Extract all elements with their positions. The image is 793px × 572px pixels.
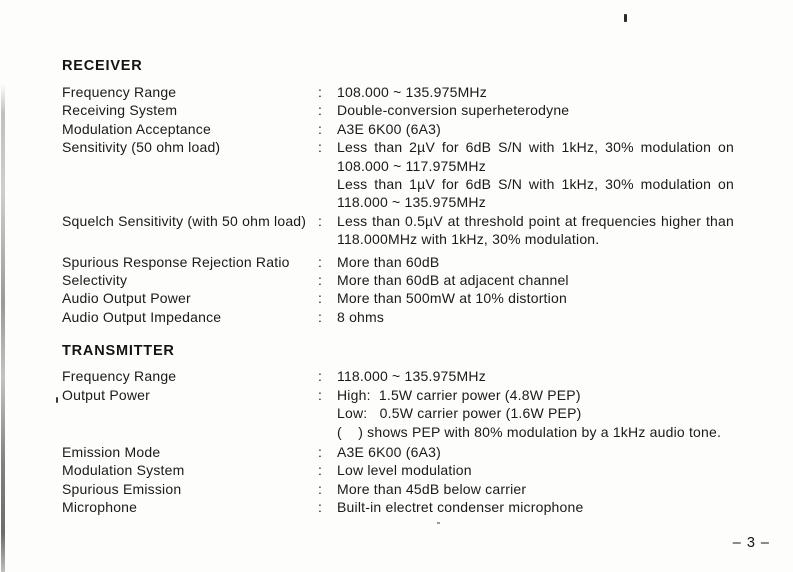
spec-label: Frequency Range (62, 368, 177, 385)
section-rows (62, 83, 734, 326)
spec-value-line: 118.000 ~ 135.975MHz (337, 368, 486, 385)
spec-label: Spurious Emission (62, 480, 182, 497)
spec-label: Audio Output Impedance (62, 308, 222, 325)
page-number: – 3 – (732, 535, 770, 551)
scan-speck (56, 397, 58, 403)
section-rows (62, 367, 734, 516)
spec-label: Sensitivity (50 ohm load) (62, 139, 221, 156)
colon-separator: : (318, 308, 323, 325)
spec-section (62, 342, 734, 516)
spec-row (62, 498, 734, 516)
spec-row (62, 308, 734, 326)
colon-separator: : (318, 102, 323, 119)
colon-separator: : (318, 272, 323, 289)
spec-value (337, 271, 734, 289)
spec-row (62, 461, 734, 479)
spec-label: Audio Output Power (62, 290, 191, 307)
spec-value (337, 138, 734, 212)
spec-label: Selectivity (62, 272, 128, 289)
spec-value (337, 83, 734, 101)
spec-label: Spurious Response Rejection Ratio (62, 253, 290, 270)
spec-label: Microphone (62, 499, 138, 516)
spec-value (337, 480, 734, 498)
spec-value-line: More than 60dB (337, 253, 440, 270)
spec-value-line: Double-conversion superheterodyne (337, 102, 570, 119)
spec-label: Modulation System (62, 462, 185, 479)
spec-row (62, 480, 734, 498)
spec-value (337, 120, 734, 138)
scan-speck (624, 14, 627, 22)
spec-sheet (62, 57, 734, 517)
spec-value-line: ( ) shows PEP with 80% modulation by a 1kHz audio tone. (337, 423, 722, 440)
spec-label: Emission Mode (62, 443, 161, 460)
colon-separator: : (318, 212, 323, 229)
colon-separator: : (318, 462, 323, 479)
spec-value-line: 108.000 ~ 117.975MHz (337, 157, 486, 174)
spec-value (337, 461, 734, 479)
spec-value-line: Low: 0.5W carrier power (1.6W PEP) (337, 405, 582, 422)
spec-row (62, 443, 734, 461)
colon-separator: : (318, 139, 323, 156)
spec-value-line: A3E 6K00 (6A3) (337, 120, 441, 137)
colon-separator: : (318, 443, 323, 460)
colon-separator: : (318, 120, 323, 137)
spec-value-line: 118.000 ~ 135.975MHz (337, 194, 486, 211)
section-title: RECEIVER (62, 58, 143, 74)
scan-edge-artifact (1, 84, 5, 572)
spec-value (337, 308, 734, 326)
spec-value-line: More than 45dB below carrier (337, 480, 527, 497)
spec-value-line: Less than 0.5µV at threshold point at frequencies higher than (337, 212, 734, 229)
spec-label: Frequency Range (62, 84, 177, 100)
spec-value (337, 386, 734, 441)
spec-row (62, 253, 734, 271)
spec-row (62, 83, 734, 101)
spec-value (337, 212, 734, 249)
spec-row (62, 138, 734, 212)
spec-label: Output Power (62, 386, 150, 403)
spec-value-line: Less than 2µV for 6dB S/N with 1kHz, 30% modulation on (337, 139, 734, 156)
spec-value-line: More than 60dB at adjacent channel (337, 272, 569, 289)
spec-value-line: 108.000 ~ 135.975MHz (337, 84, 487, 100)
colon-separator: : (318, 386, 323, 403)
spec-value (337, 253, 734, 271)
spec-label: Squelch Sensitivity (with 50 ohm load) (62, 212, 307, 229)
spec-row (62, 367, 734, 385)
spec-value-line: 118.000MHz with 1kHz, 30% modulation. (337, 231, 600, 248)
section-title: TRANSMITTER (62, 343, 175, 360)
spec-value (337, 443, 734, 461)
scan-speck (437, 522, 440, 524)
spec-value-line: Less than 1µV for 6dB S/N with 1kHz, 30% modulation on (337, 176, 734, 193)
spec-row (62, 101, 734, 119)
spec-label: Modulation Acceptance (62, 120, 211, 137)
spec-value (337, 101, 734, 119)
spec-row (62, 271, 734, 289)
spec-label: Receiving System (62, 102, 178, 119)
colon-separator: : (318, 368, 323, 385)
spec-section (62, 57, 734, 326)
spec-value-line: Built-in electret condenser microphone (337, 499, 584, 516)
colon-separator: : (318, 84, 323, 100)
colon-separator: : (318, 499, 323, 516)
spec-value-line: 8 ohms (337, 308, 385, 325)
spec-value (337, 289, 734, 307)
spec-row (62, 212, 734, 249)
colon-separator: : (318, 480, 323, 497)
spec-value-line: Low level modulation (337, 462, 472, 479)
spec-row (62, 289, 734, 307)
spec-row (62, 386, 734, 441)
spec-value-line: More than 500mW at 10% distortion (337, 290, 567, 307)
spec-value-line: High: 1.5W carrier power (4.8W PEP) (337, 386, 581, 403)
spec-row (62, 120, 734, 138)
spec-value (337, 367, 734, 385)
spec-value (337, 498, 734, 516)
colon-separator: : (318, 253, 323, 270)
colon-separator: : (318, 290, 323, 307)
spec-value-line: A3E 6K00 (6A3) (337, 443, 441, 460)
